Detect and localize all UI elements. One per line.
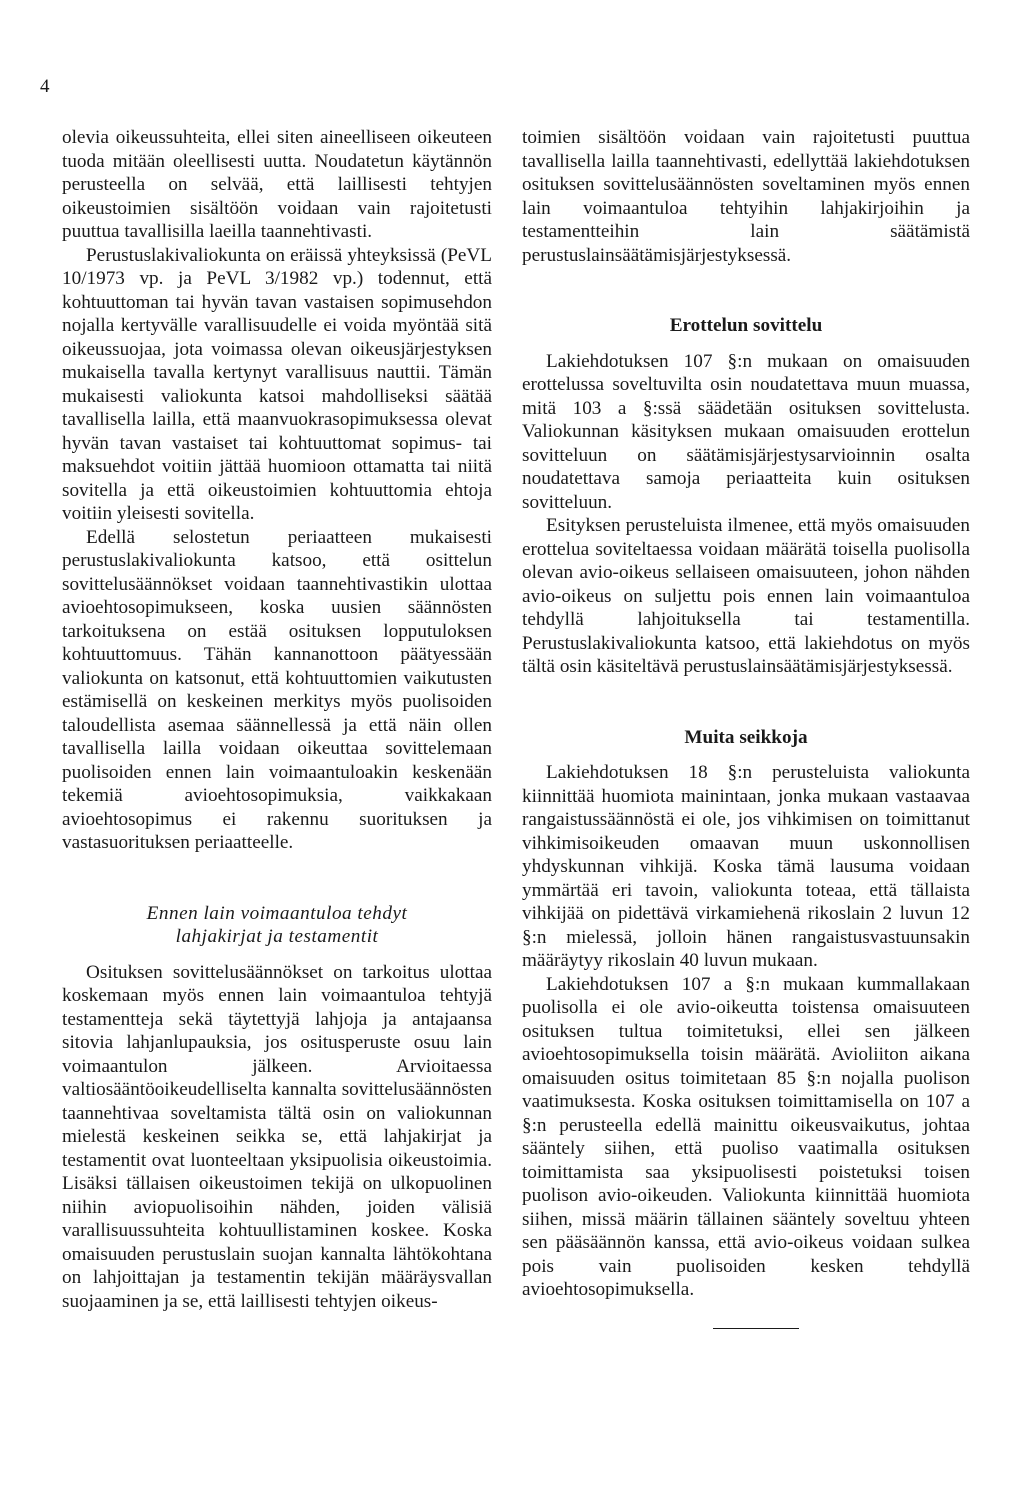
right-paragraph-3: Esityksen perusteluista ilmenee, että myös omaisuuden erottelua soviteltaessa voidaan määrätä toisella puolisolla olevan avio-oikeus sellaiseen omaisuuteen, johon nähden avio-oikeus on suljettu pois ennen lain voimaantuloa tehdyllä lahjoituksella tai testamentilla. Perustuslakivaliokunta katsoo, että lakiehdotus on myös tältä osin käsiteltävä perustuslainsäätämisjärjestyksessä. (522, 515, 970, 677)
section-heading-muita-seikkoja: Muita seikkoja (684, 726, 808, 748)
page-number: 4 (40, 76, 50, 97)
section-heading-lahjakirjat-line-1: Ennen lain voimaantuloa tehdyt (146, 902, 408, 924)
right-paragraph-5: Lakiehdotuksen 107 a §:n mukaan kummallakaan puolisolla ei ole avio-oikeutta toistensa omaisuuteen osituksen tultua toimitetuksi, ellei sen jälkeen avioehtosopimuksella toisin määrätä. Avioliiton aikana omaisuuden ositus toimitetaan 85 §:n nojalla puolison vaatimuksesta. Koska osituksen toimittamisella on 107 a §:n perusteella edellä mainittu oikeusvaikutus, johtaa sääntely siihen, että puoliso vaatimalla osituksen toimittamista saa yksipuolisesti poistetuksi toisen puolison avio-oikeuden. Valiokunta kiinnittää huomiota siihen, missä määrin tällainen sääntely soveltuu yhteen sen pääsäännön kanssa, että avio-oikeus voidaan sulkea pois vain puolisoiden kesken tehdyllä avioehtosopimuksella. (522, 973, 970, 1300)
right-paragraph-2: Lakiehdotuksen 107 §:n mukaan on omaisuuden erottelussa soveltuvilta osin noudatettava muun muassa, mitä 103 a §:ssä säädetään osituksen sovittelusta. Valiokunnan käsityksen mukaan omaisuuden erottelun sovitteluun on säätämisjärjestysarvioinnin osalta noudatettava samoja periaatteita kuin osituksen sovitteluun. (522, 350, 970, 513)
section-heading-erottelun-sovittelu: Erottelun sovittelu (669, 315, 823, 336)
section-heading-lahjakirjat-line-2: lahjakirjat ja testamentit (175, 926, 379, 947)
end-rule (713, 1328, 799, 1329)
left-column (62, 126, 492, 1313)
right-column (522, 126, 970, 1329)
right-paragraph-1: toimien sisältöön voidaan vain rajoitetusti puuttua tavallisella lailla taannehtivasti, edellyttää lakiehdotuksen osituksen sovittelusäännösten soveltaminen myös ennen lain voimaantuloa tehtyihin lahjakirjoihin ja testamentteihin lain säätämistä perustuslainsäätämisjärjestyksessä. (522, 127, 970, 266)
right-paragraph-4: Lakiehdotuksen 18 §:n perusteluista valiokunta kiinnittää huomiota mainintaan, jonka mukaan vastaavaa rangaistussäännöstä ei ole, jos vihkimisen on toimittanut vihkimisoikeuden omaavan muun uskonnollisen yhdyskunnan vihkijä. Koska tämä lausuma voidaan ymmärtää eri tavoin, valiokunta toteaa, että tällaista vihkijää on pidettävä virkamiehenä rikoslain 2 luvun 12 §:n mielessä, jolloin hänen rangaistusvastuunsakin määräytyy rikoslain 40 luvun mukaan. (522, 762, 970, 971)
left-paragraph-1: olevia oikeussuhteita, ellei siten aineelliseen oikeuteen tuoda mitään oleellisesti uutta. Noudatetun käytännön perusteella on selvää, että laillisesti tehtyjen oikeustoimien sisältöön voidaan vain rajoitetusti puuttua tavallisilla laeilla taannehtivasti. (62, 127, 492, 242)
left-paragraph-4: Osituksen sovittelusäännökset on tarkoitus ulottaa koskemaan myös ennen lain voimaantuloa tehtyjä testamentteja sekä täytettyjä lahjoja ja antajaansa sitovia lahjanlupauksia, jos ositusperuste osuu lain voimaantulon jälkeen. Arvioitaessa valtiosääntöoikeudelliselta kannalta sovittelusäännösten taannehtivaa soveltamista tältä osin on valiokunnan mielestä keskeinen seikka se, että lahjakirjat ja testamentit ovat luonteeltaan yksipuolisia oikeustoimia. Lisäksi tällaisen oikeustoimen tekijä on ulkopuolinen niihin aviopuolisoihin nähden, joiden välisiä varallisuussuhteita kohtuullistaminen koskee. Koska omaisuuden perustuslain suojan kannalta lähtökohtana on lahjoittajan ja testamentin tekijän määräysvallan suojaaminen ja se, että laillisesti tehtyjen oikeus- (62, 961, 492, 1312)
left-paragraph-3: Edellä selostetun periaatteen mukaisesti perustuslakivaliokunta katsoo, että osittelun sovittelusäännökset voidaan taannehtivastikin ulottaa avioehtosopimukseen, koska uusien säännösten tarkoituksena on estää osituksen lopputuloksen kohtuuttomuus. Tähän kannanottoon päätyessään valiokunta on katsonut, että kohtuuttomien vaikutusten estämisellä on keskeinen merkitys myös puolisoiden taloudellista asemaa säännellessä ja että näin ollen tavallisella lailla voidaan oikeuttaa sovittelemaan puolisoiden ennen lain voimaantuloakin keskenään tekemiä avioehtosopimuksia, vaikkakaan avioehtosopimus ei rakennu suorituksen ja vastasuorituksen periaatteelle. (62, 526, 492, 853)
left-paragraph-2: Perustuslakivaliokunta on eräissä yhteyksissä (PeVL 10/1973 vp. ja PeVL 3/1982 vp.) todennut, että kohtuuttoman tai hyvän tavan vastaisen sopimusehdon nojalla kertyvälle varallisuudelle ei voida myöntää sitä oikeussuojaa, jota voimassa olevan oikeusjärjestyksen mukaisella tavalla kertynyt varallisuus nauttii. Tämän mukaisesti valiokunta katsoi mahdolliseksi säätää tavallisella lailla, että maanvuokrasopimuksessa olevat hyvän tavan vastaiset tai kohtuuttomat sopimus- tai maksuehdot voitiin jättää huomioon ottamatta tai niitä sovitella ja että oikeustoimien kohtuuttomia ehtoja voitiin yleisesti sovitella. (62, 244, 492, 524)
